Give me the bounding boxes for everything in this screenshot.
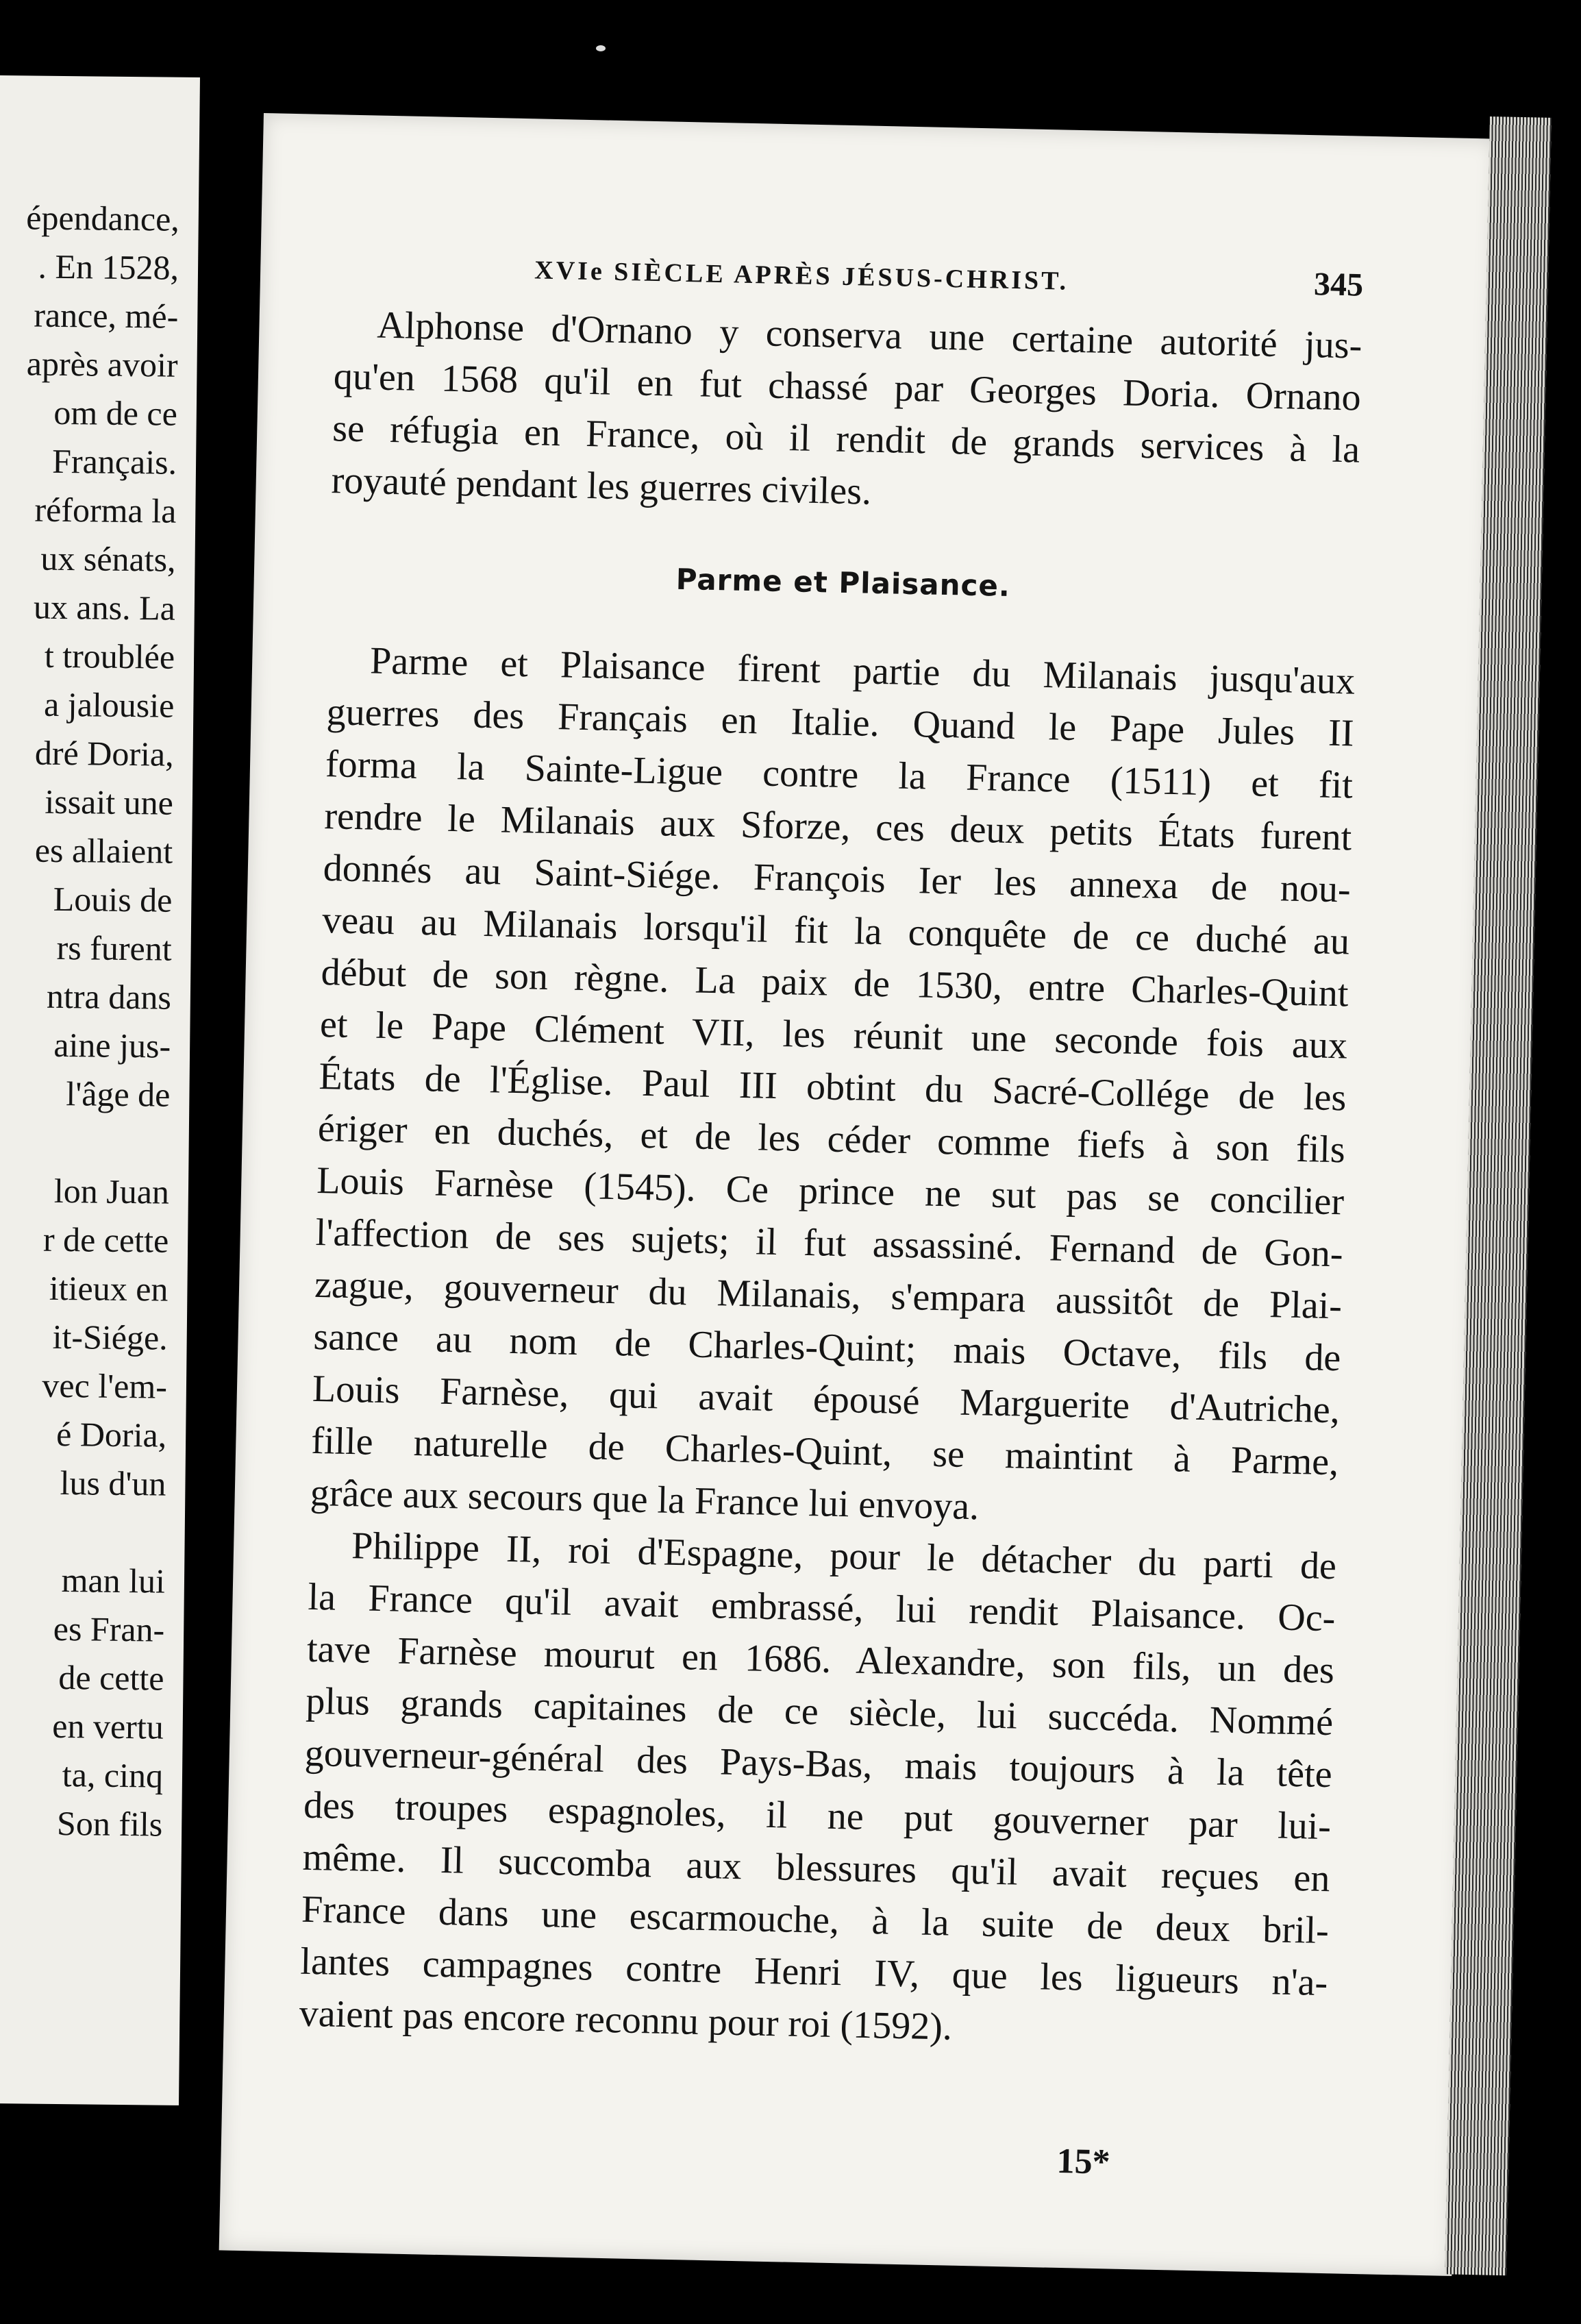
text-line: Parme et Plaisance firent partie du Milanais jusqu'aux [369, 639, 1356, 703]
left-page-line: l'âge de [66, 1074, 171, 1114]
left-page-line: dré Doria, [34, 733, 174, 774]
paragraph-1 [331, 298, 1362, 528]
left-page-line: Français. [51, 441, 177, 482]
left-facing-page [0, 75, 200, 2105]
text-line: la France qu'il avait embrassé, lui rendit Plaisance. Oc- [308, 1575, 1336, 1640]
left-page-line: ux sénats, [40, 539, 176, 579]
left-page-line: rance, mé- [34, 295, 179, 336]
text-line: Alphonse d'Ornano y conserva une certaine autorité jus- [376, 304, 1362, 367]
left-page-line: de cette [58, 1658, 164, 1698]
left-page-line: Louis de [53, 879, 173, 919]
left-page-line: lus d'un [60, 1463, 166, 1503]
text-line: royauté pendant les guerres civiles. [331, 459, 872, 513]
left-page-line: Son fils [56, 1804, 163, 1844]
text-line: rendre le Milanais aux Sforze, ces deux petits États furent [323, 795, 1352, 859]
left-page-line: om de ce [53, 393, 178, 433]
left-page-line: après avoir [26, 344, 178, 384]
left-page-line: es Fran- [53, 1609, 165, 1649]
paragraph-2 [310, 634, 1356, 1540]
left-page-line: r de cette [42, 1220, 169, 1260]
left-page-line: épendance, [26, 198, 180, 238]
text-line: Philippe II, roi d'Espagne, pour le détacher du parti de [351, 1524, 1337, 1588]
text-line: l'affection de ses sujets; il fut assassiné. Fernand de Gon- [315, 1211, 1344, 1276]
text-line: même. Il succomba aux blessures qu'il avait reçues en [302, 1835, 1331, 1901]
left-page-line: . En 1528, [38, 247, 179, 287]
text-line: forma la Sainte-Ligue contre la France (1511) et fit [325, 743, 1354, 807]
text-line: France dans une escarmouche, à la suite de deux bril- [301, 1888, 1330, 1953]
text-line: plus grands capitaines de ce siècle, lui succéda. Nommé [305, 1679, 1334, 1744]
left-page-line: it-Siége. [52, 1317, 169, 1357]
text-block [299, 298, 1362, 2061]
left-page-line: aine jus- [53, 1025, 171, 1065]
book-page [219, 113, 1497, 2276]
left-page-line: ntra dans [46, 976, 172, 1017]
left-page-line: man lui [61, 1561, 166, 1600]
scan-speck [596, 45, 606, 51]
text-line: tave Farnèse mourut en 1686. Alexandre, son fils, un des [306, 1627, 1335, 1692]
text-line: début de son règne. La paix de 1530, entre Charles-Quint [321, 951, 1349, 1015]
text-line: zague, gouverneur du Milanais, s'empara aussitôt de Plai- [314, 1263, 1343, 1328]
left-page-line: a jalousie [43, 684, 175, 725]
left-page-line: ta, cinq [62, 1755, 164, 1795]
left-page-line: lon Juan [53, 1171, 170, 1211]
text-line: et le Pape Clément VII, les réunit une seconde fois aux [319, 1003, 1348, 1067]
text-line: donnés au Saint-Siége. François Ier les annexa de nou- [323, 847, 1352, 911]
left-page-line: vec l'em- [42, 1365, 168, 1406]
left-page-line: itieux en [49, 1268, 169, 1309]
running-header [534, 249, 1364, 304]
text-line: Louis Farnèse, qui avait épousé Marguerite d'Autriche, [312, 1367, 1341, 1432]
text-line: qu'en 1568 qu'il en fut chassé par Georges Doria. Ornano [333, 355, 1362, 419]
left-page-line: issait une [45, 782, 174, 822]
signature-mark: 15* [1056, 2141, 1111, 2182]
running-title: XVIe SIÈCLE APRÈS JÉSUS-CHRIST. [534, 256, 1069, 296]
left-page-line: t troublée [44, 636, 175, 676]
text-line: des troupes espagnoles, il ne put gouverner par lui- [303, 1783, 1332, 1849]
text-line: lantes campagnes contre Henri IV, que les ligueurs n'a- [299, 1940, 1328, 2005]
left-page-line: é Doria, [55, 1414, 167, 1455]
text-line: veau au Milanais lorsqu'il fit la conquête de ce duché au [321, 899, 1350, 963]
text-line: se réfugia en France, où il rendit de grands services à la [332, 407, 1360, 471]
left-page-line: es allaient [34, 830, 173, 871]
section-title: Parme et Plaisance. [675, 562, 1011, 603]
text-line: gouverneur-général des Pays-Bas, mais toujours à la tête [304, 1731, 1333, 1796]
left-page-line: en vertu [52, 1706, 164, 1746]
text-line: vaient pas encore reconnu pour roi (1592). [299, 1992, 953, 2049]
text-line: Louis Farnèse (1545). Ce prince ne sut pas se concilier [316, 1159, 1345, 1224]
text-line: grâce aux secours que la France lui envoya. [310, 1471, 980, 1529]
text-line: sance au nom de Charles-Quint; mais Octave, fils de [312, 1315, 1341, 1380]
paragraph-3 [299, 1519, 1337, 2061]
left-page-line: ux ans. La [33, 587, 176, 628]
text-line: guerres des Français en Italie. Quand le Pape Jules II [326, 691, 1355, 755]
left-page-line: réforma la [34, 490, 177, 530]
page-number: 345 [1313, 266, 1364, 304]
text-line: ériger en duchés, et de les céder comme fiefs à son fils [317, 1107, 1346, 1172]
text-line: fille naturelle de Charles-Quint, se maintint à Parme, [310, 1419, 1339, 1484]
text-line: États de l'Église. Paul III obtint du Sacré-Collége de les [318, 1055, 1347, 1120]
left-page-line: rs furent [56, 928, 172, 968]
